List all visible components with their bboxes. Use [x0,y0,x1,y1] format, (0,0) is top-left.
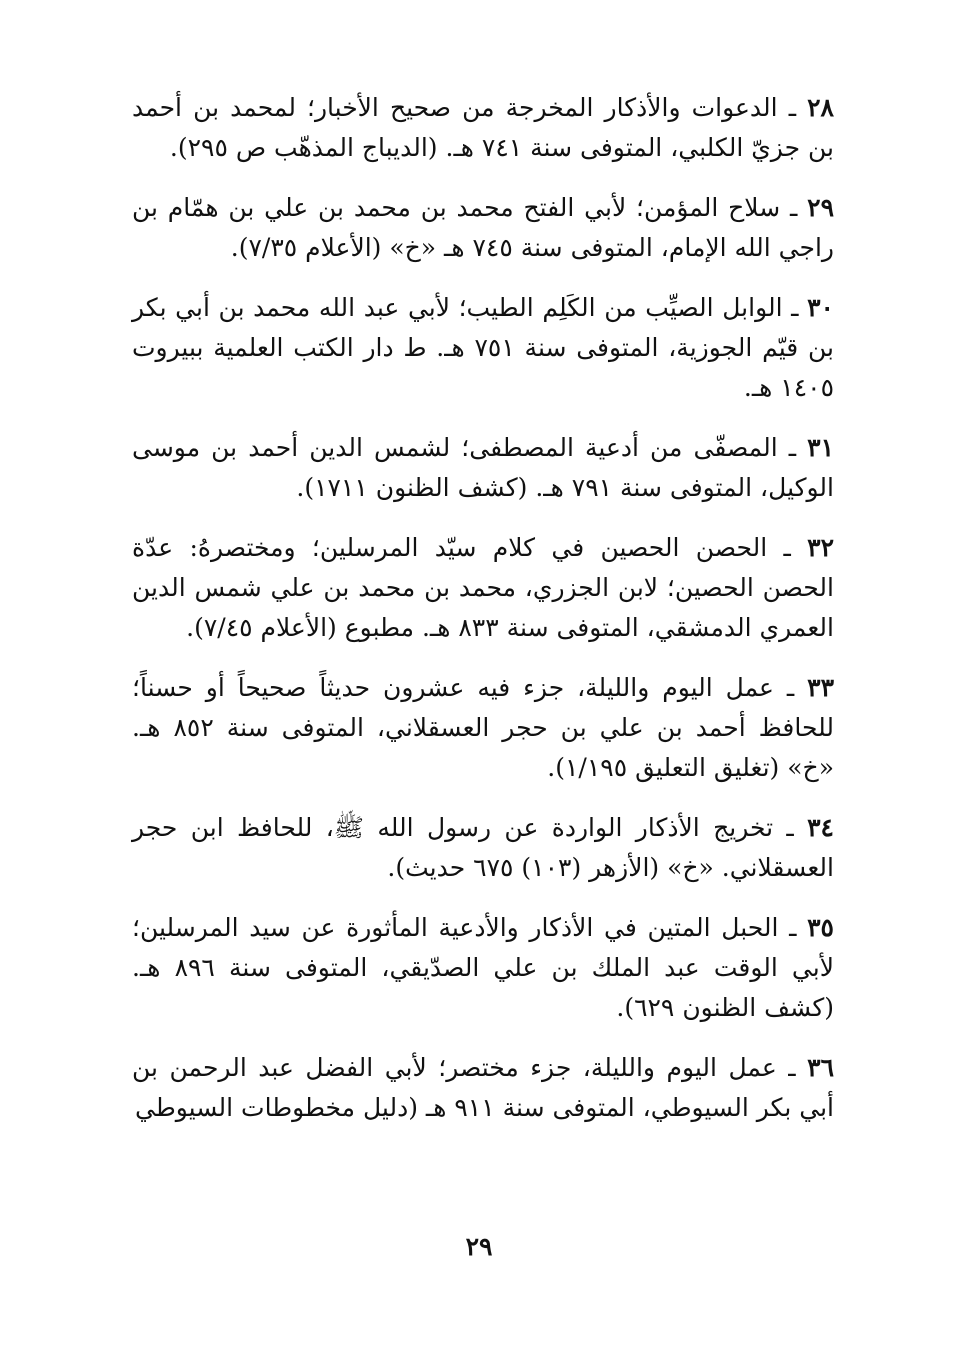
entry-number: ٣٠ [807,293,834,322]
entry-number: ٣١ [807,433,835,462]
entry-text: ـ الوابل الصيِّب من الكَلِم الطيب؛ لأبي عبد الله محمد بن أبي بكر بن قيّم الجوزية، المتوفى سنة ٧٥١ هـ. ط دار الكتب العلمية ببيروت ١٤٠٥ هـ. [132,293,834,402]
page-number: ٢٩ [465,1232,493,1261]
entry-text: ـ تخريج الأذكار الواردة عن رسول الله ﷺ، للحافظ ابن حجر العسقلاني. «خ» (الأزهر (١٠٣) ٦٧٥ حديث). [132,813,834,882]
entry-number: ٢٨ [807,93,834,122]
entry-number: ٣٦ [807,1053,834,1082]
entry-number: ٣٢ [807,533,834,562]
bibliography-entry [132,428,834,508]
entry-text: ـ عمل اليوم والليلة، جزء فيه عشرون حديثاً صحيحاً أو حسناً؛ للحافظ أحمد بن علي بن حجر العسقلاني، المتوفى سنة ٨٥٢ هـ. «خ» (تغليق التعليق ١/١٩٥). [132,673,835,782]
entry-text: ـ الحصن الحصين في كلام سيّد المرسلين؛ ومختصرهُ: عدّة الحصن الحصين؛ لابن الجزري، محمد بن محمد بن علي شمس الدين العمري الدمشقي، المتوفى سنة ٨٣٣ هـ. مطبوع (الأعلام ٧/٤٥). [132,533,834,642]
bibliography-entry [132,1048,834,1128]
entry-text: ـ الحبل المتين في الأذكار والأدعية المأثورة عن سيد المرسلين؛ لأبي الوقت عبد الملك بن علي الصدّيقي، المتوفى سنة ٨٩٦ هـ. (كشف الظنون ٦٢٩). [132,913,834,1022]
entry-number: ٣٤ [807,813,834,842]
entry-number: ٣٥ [807,913,834,942]
bibliography-entry [132,668,834,788]
bibliography-entry [132,908,834,1028]
bibliography-entry [132,808,834,888]
entry-text: ـ المصفّى من أدعية المصطفى؛ لشمس الدين أحمد بن موسى الوكيل، المتوفى سنة ٧٩١ هـ. (كشف الظنون ١٧١١). [132,433,834,502]
entry-text: ـ الدعوات والأذكار المخرجة من صحيح الأخبار؛ لمحمد بن أحمد بن جزيّ الكلبي، المتوفى سنة ٧٤١ هـ. (الديباج المذهّب ص ٢٩٥). [132,93,834,162]
bibliography-entry [132,288,834,408]
entry-text: ـ عمل اليوم والليلة، جزء مختصر؛ لأبي الفضل عبد الرحمن بن أبي بكر السيوطي، المتوفى سنة ٩١١ هـ (دليل مخطوطات السيوطي [132,1053,834,1122]
bibliography-entry [132,88,834,168]
bibliography-entry [132,188,834,268]
entry-number: ٢٩ [807,193,835,222]
entry-number: ٣٣ [807,673,835,702]
book-page-body [132,88,834,1148]
bibliography-entry [132,528,834,648]
entry-text: ـ سلاح المؤمن؛ لأبي الفتح محمد بن محمد بن علي بن همّام بن راجي الله الإمام، المتوفى سنة ٧٤٥ هـ «خ» (الأعلام ٧/٣٥). [132,193,834,262]
